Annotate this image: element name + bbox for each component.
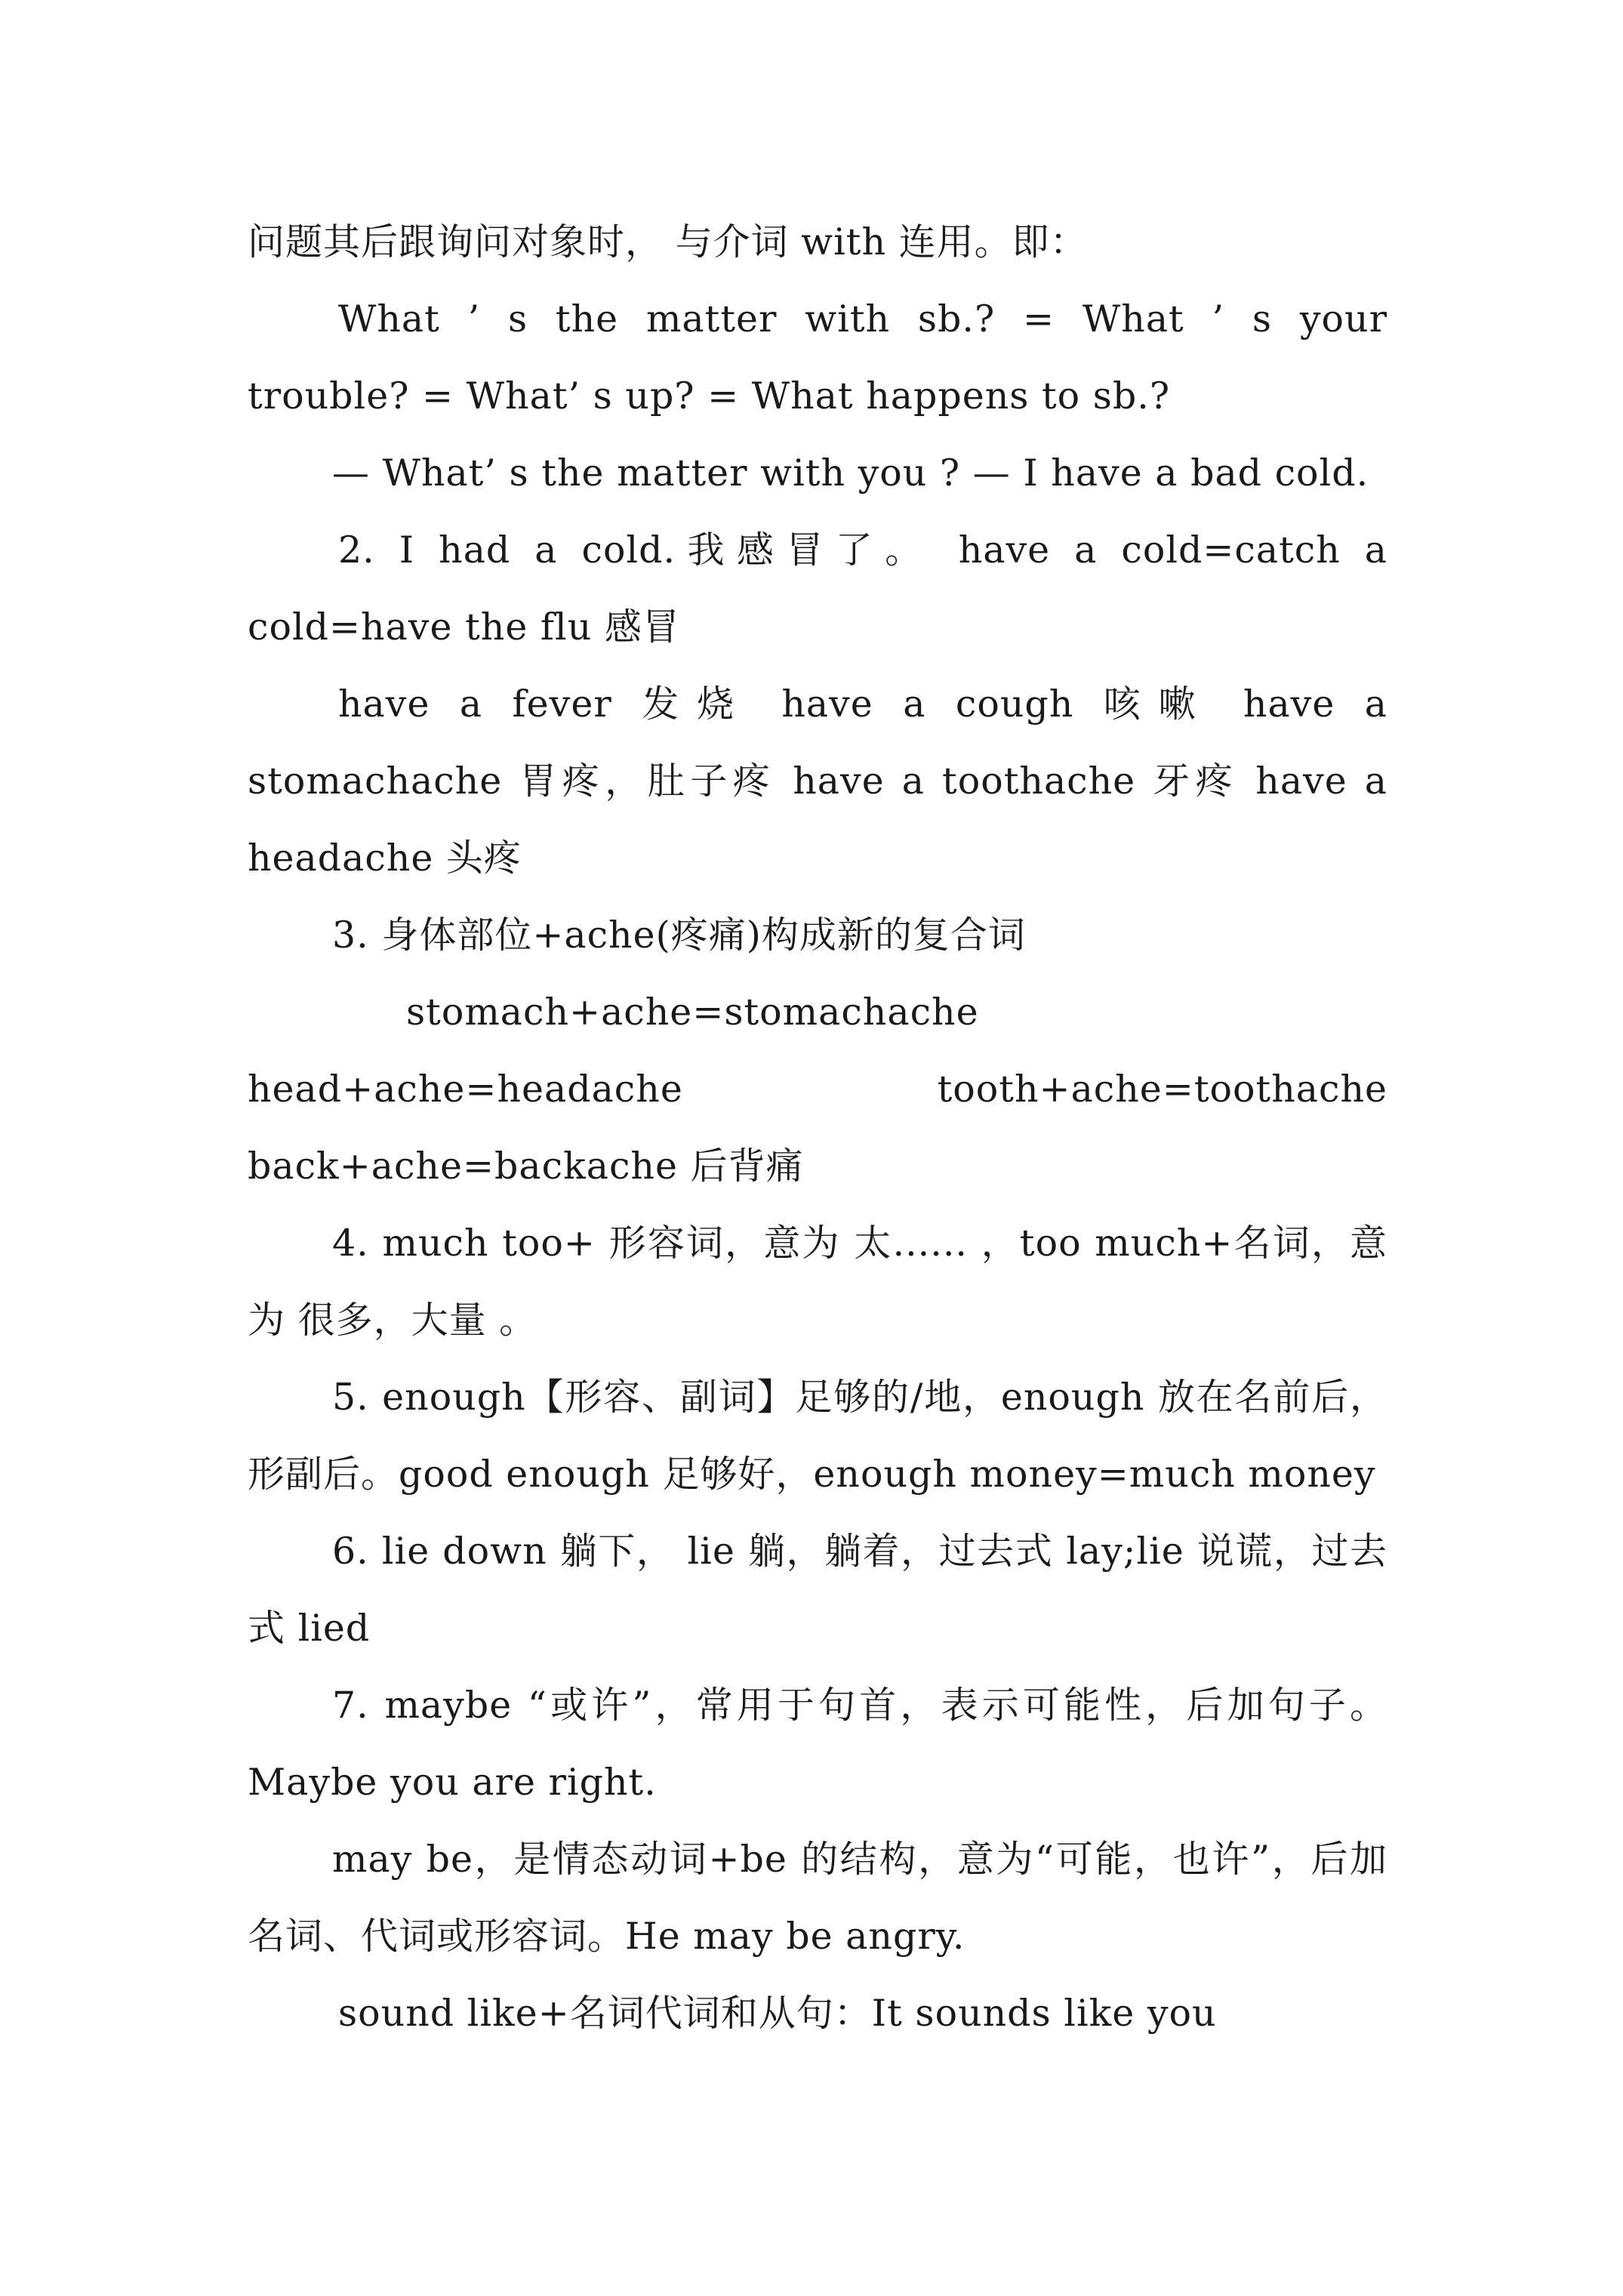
paragraph-intro: 问题其后跟询问对象时， 与介词 with 连用。即： bbox=[248, 220, 1088, 264]
paragraph-point-7: 7. maybe “或许”，常用于句首，表示可能性，后加句子。Maybe you are right. bbox=[248, 1684, 1387, 1804]
paragraph-point-3: 3. 身体部位+ache(疼痛)构成新的复合词 bbox=[332, 914, 1026, 957]
paragraph-point-2: 2. I had a cold.我感冒了。 have a cold=catch a cold=have the flu 感冒 bbox=[248, 529, 1400, 649]
paragraph-dialogue-example: — What’ s the matter with you ? — I have a bad cold. bbox=[332, 451, 1369, 495]
paragraph-sound-like: sound like+名词代词和从句：It sounds like you bbox=[338, 1992, 1217, 2035]
paragraph-may-be: may be，是情态动词+be 的结构，意为“可能，也许”，后加名词、代词或形容词。He may be angry. bbox=[248, 1838, 1387, 1958]
paragraph-point-6: 6. lie down 躺下， lie 躺，躺着，过去式 lay;lie 说谎，过去式 lied bbox=[248, 1530, 1387, 1650]
paragraph-point-5: 5. enough【形容、副词】足够的/地，enough 放在名前后，形副后。good enough 足够好，enough money=much money bbox=[248, 1376, 1387, 1496]
paragraph-matter-synonyms: What ’ s the matter with sb.? = What ’ s your trouble? = What’ s up? = What happens to sb.? bbox=[248, 297, 1400, 418]
document-body bbox=[248, 204, 1400, 2052]
paragraph-illnesses: have a fever 发烧 have a cough 咳嗽 have a stomachache 胃疼，肚子疼 have a toothache 牙疼 have a headache 头疼 bbox=[248, 683, 1400, 880]
paragraph-compounds: stomach+ache=stomachache head+ache=headache tooth+ache=toothache back+ache=backache 后背痛 bbox=[248, 991, 1400, 1188]
paragraph-point-4: 4. much too+ 形容词，意为 太...... ，too much+名词，意为 很多，大量 。 bbox=[248, 1222, 1387, 1342]
